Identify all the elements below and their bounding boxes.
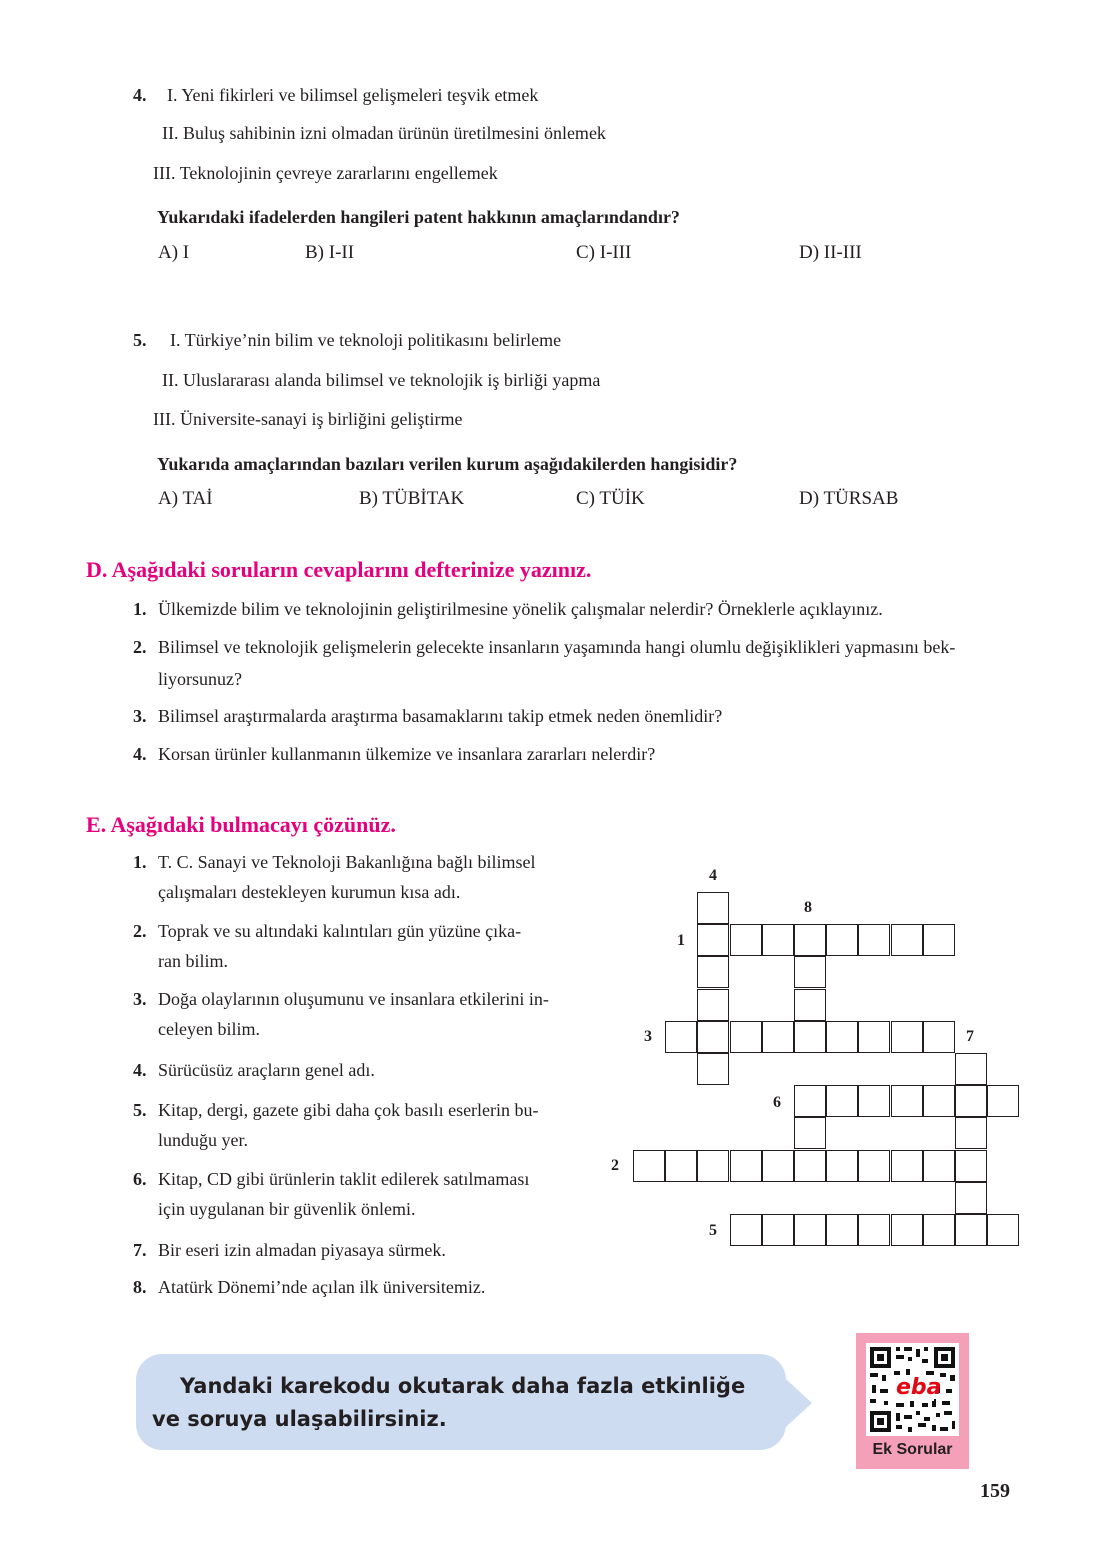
clue-line: ran bilim. (158, 951, 228, 971)
crossword-cell[interactable] (730, 1150, 762, 1182)
crossword-cell[interactable] (858, 1214, 890, 1246)
crossword-cell[interactable] (923, 924, 955, 956)
clue-number: 8. (133, 1277, 147, 1297)
crossword-cell[interactable] (794, 1085, 826, 1117)
crossword-cell[interactable] (794, 924, 826, 956)
clue-number: 4. (133, 1060, 147, 1080)
crossword-cell[interactable] (891, 1150, 923, 1182)
crossword-cell[interactable] (826, 924, 858, 956)
option-c[interactable]: C) I-III (576, 242, 632, 263)
item-text: Bilimsel ve teknolojik gelişmelerin gelecekte insanların yaşamında hangi olumlu değişiklikleri yapmasını bek- (158, 637, 956, 657)
clue-line: için uygulanan bir güvenlik önlemi. (158, 1199, 416, 1219)
crossword-cell[interactable] (665, 1150, 697, 1182)
callout-pointer (776, 1370, 812, 1436)
clue-line: celeyen bilim. (158, 1019, 260, 1039)
crossword-cell[interactable] (923, 1214, 955, 1246)
clue-6 (133, 1163, 588, 1227)
clue-line: Kitap, CD gibi ürünlerin taklit edilerek satılmaması (158, 1169, 530, 1189)
crossword-cell[interactable] (891, 924, 923, 956)
crossword-cell[interactable] (697, 924, 729, 956)
question-text: Yukarıdaki ifadelerden hangileri patent hakkının amaçlarındandır? (157, 207, 680, 227)
question-number: 4. (133, 85, 147, 105)
crossword-cell[interactable] (697, 1150, 729, 1182)
statement-ii: II. Buluş sahibinin izni olmadan ürünün üretilmesini önlemek (162, 123, 606, 143)
option-b[interactable]: B) I-II (305, 242, 355, 263)
statement-i: I. Türkiye’nin bilim ve teknoloji politikasını belirleme (170, 330, 562, 350)
crossword-cell[interactable] (826, 1021, 858, 1053)
item-number: 4. (133, 744, 147, 764)
clue-line: T. C. Sanayi ve Teknoloji Bakanlığına bağlı bilimsel (158, 852, 536, 872)
page-number: 159 (980, 1480, 1010, 1502)
clue-1 (133, 846, 588, 910)
crossword-cell[interactable] (762, 924, 794, 956)
crossword-cell[interactable] (697, 1053, 729, 1085)
option-c[interactable]: C) TÜİK (576, 488, 645, 509)
crossword-cell[interactable] (826, 1214, 858, 1246)
qr-label: Ek Sorular (872, 1441, 953, 1458)
crossword-cell[interactable] (891, 1214, 923, 1246)
grid-number-2: 2 (611, 1157, 619, 1174)
item-text: Bilimsel araştırmalarda araştırma basamaklarını takip etmek neden önemlidir? (158, 706, 723, 726)
crossword-cell[interactable] (697, 892, 729, 924)
clue-7 (133, 1234, 588, 1266)
info-callout (136, 1354, 786, 1450)
callout-line-1: Yandaki karekodu okutarak daha fazla etkinliğe (180, 1374, 746, 1398)
clue-number: 1. (133, 852, 147, 872)
section-d-title: D. Aşağıdaki soruların cevaplarını defterinize yazınız. (86, 557, 592, 582)
crossword-cell[interactable] (665, 1021, 697, 1053)
item-number: 2. (133, 637, 147, 657)
crossword-cell[interactable] (697, 1021, 729, 1053)
crossword-cell[interactable] (955, 1053, 987, 1085)
crossword-cell[interactable] (858, 924, 890, 956)
crossword-cell[interactable] (762, 1214, 794, 1246)
grid-number-6: 6 (773, 1094, 781, 1111)
crossword-cell[interactable] (858, 1150, 890, 1182)
statement-i: I. Yeni fikirleri ve bilimsel gelişmeleri teşvik etmek (167, 85, 539, 105)
grid-number-5: 5 (709, 1222, 717, 1239)
qr-code-card[interactable] (856, 1333, 969, 1469)
crossword-cell[interactable] (730, 1021, 762, 1053)
crossword-cell[interactable] (826, 1085, 858, 1117)
clue-line: lunduğu yer. (158, 1130, 248, 1150)
grid-number-7: 7 (966, 1028, 974, 1045)
clue-line: çalışmaları destekleyen kurumun kısa adı. (158, 882, 461, 902)
qr-code[interactable] (866, 1343, 959, 1436)
question-text: Yukarıda amaçlarından bazıları verilen kurum aşağıdakilerden hangisidir? (157, 454, 738, 474)
crossword-cell[interactable] (955, 1117, 987, 1149)
clue-number: 3. (133, 989, 147, 1009)
crossword-cell[interactable] (987, 1214, 1019, 1246)
statement-iii: III. Teknolojinin çevreye zararlarını engellemek (153, 163, 498, 183)
crossword-cell[interactable] (858, 1085, 890, 1117)
clue-line: Kitap, dergi, gazete gibi daha çok basılı eserlerin bu- (158, 1100, 539, 1120)
item-text: Korsan ürünler kullanmanın ülkemize ve insanlara zararları nelerdir? (158, 744, 656, 764)
crossword-cell[interactable] (826, 1150, 858, 1182)
section-e-title: E. Aşağıdaki bulmacayı çözünüz. (86, 812, 396, 837)
clue-number: 7. (133, 1240, 147, 1260)
item-number: 1. (133, 599, 147, 619)
crossword-cell[interactable] (794, 1021, 826, 1053)
crossword-cell[interactable] (955, 1085, 987, 1117)
question-number: 5. (133, 330, 147, 350)
clue-8 (133, 1271, 588, 1303)
clue-2 (133, 915, 588, 979)
crossword-cell[interactable] (794, 1214, 826, 1246)
crossword-cell[interactable] (762, 1021, 794, 1053)
crossword-cell[interactable] (762, 1150, 794, 1182)
crossword-cell[interactable] (697, 989, 729, 1021)
clue-3 (133, 983, 588, 1047)
crossword-cell[interactable] (955, 1150, 987, 1182)
crossword-cell[interactable] (923, 1150, 955, 1182)
statement-iii: III. Üniversite-sanayi iş birliğini geliştirme (153, 409, 463, 429)
crossword-cell[interactable] (891, 1085, 923, 1117)
clue-number: 5. (133, 1100, 147, 1120)
option-a[interactable]: A) TAİ (158, 488, 213, 509)
statement-ii: II. Uluslararası alanda bilimsel ve teknolojik iş birliği yapma (162, 370, 601, 390)
option-d[interactable]: D) TÜRSAB (799, 488, 899, 509)
option-d[interactable]: D) II-III (799, 242, 862, 263)
grid-number-3: 3 (644, 1028, 652, 1045)
crossword-cell[interactable] (923, 1085, 955, 1117)
crossword-cell[interactable] (955, 1214, 987, 1246)
grid-number-1: 1 (677, 932, 685, 949)
crossword-cell[interactable] (891, 1021, 923, 1053)
option-b[interactable]: B) TÜBİTAK (359, 488, 465, 509)
clue-number: 6. (133, 1169, 147, 1189)
crossword-cell[interactable] (697, 956, 729, 988)
clue-number: 2. (133, 921, 147, 941)
clue-4 (133, 1054, 588, 1086)
callout-line-2: ve soruya ulaşabilirsiniz. (152, 1407, 447, 1431)
crossword-cell[interactable] (955, 1182, 987, 1214)
option-a[interactable]: A) I (158, 242, 190, 263)
clue-line: Doğa olaylarının oluşumunu ve insanlara etkilerini in- (158, 989, 549, 1009)
clue-line: Atatürk Dönemi’nde açılan ilk üniversitemiz. (158, 1277, 486, 1297)
item-number: 3. (133, 706, 147, 726)
clue-line: Bir eseri izin almadan piyasaya sürmek. (158, 1240, 446, 1260)
grid-number-8: 8 (804, 899, 812, 916)
clue-5 (133, 1094, 588, 1158)
crossword-cell[interactable] (858, 1021, 890, 1053)
clue-line: Toprak ve su altındaki kalıntıları gün yüzüne çıka- (158, 921, 522, 941)
crossword-cell[interactable] (794, 989, 826, 1021)
item-text: Ülkemizde bilim ve teknolojinin geliştirilmesine yönelik çalışmalar nelerdir? Örneklerle açıklayınız. (158, 599, 883, 619)
crossword-cell[interactable] (730, 1214, 762, 1246)
crossword-cell[interactable] (730, 924, 762, 956)
crossword-cell[interactable] (923, 1021, 955, 1053)
crossword-cell[interactable] (794, 956, 826, 988)
crossword-cell[interactable] (987, 1085, 1019, 1117)
eba-logo: eba (896, 1375, 942, 1400)
crossword-cell[interactable] (794, 1117, 826, 1149)
crossword-cell[interactable] (794, 1150, 826, 1182)
clue-line: Sürücüsüz araçların genel adı. (158, 1060, 375, 1080)
grid-number-4: 4 (709, 867, 717, 884)
item-text-cont: liyorsunuz? (158, 669, 242, 689)
crossword-cell[interactable] (633, 1150, 665, 1182)
